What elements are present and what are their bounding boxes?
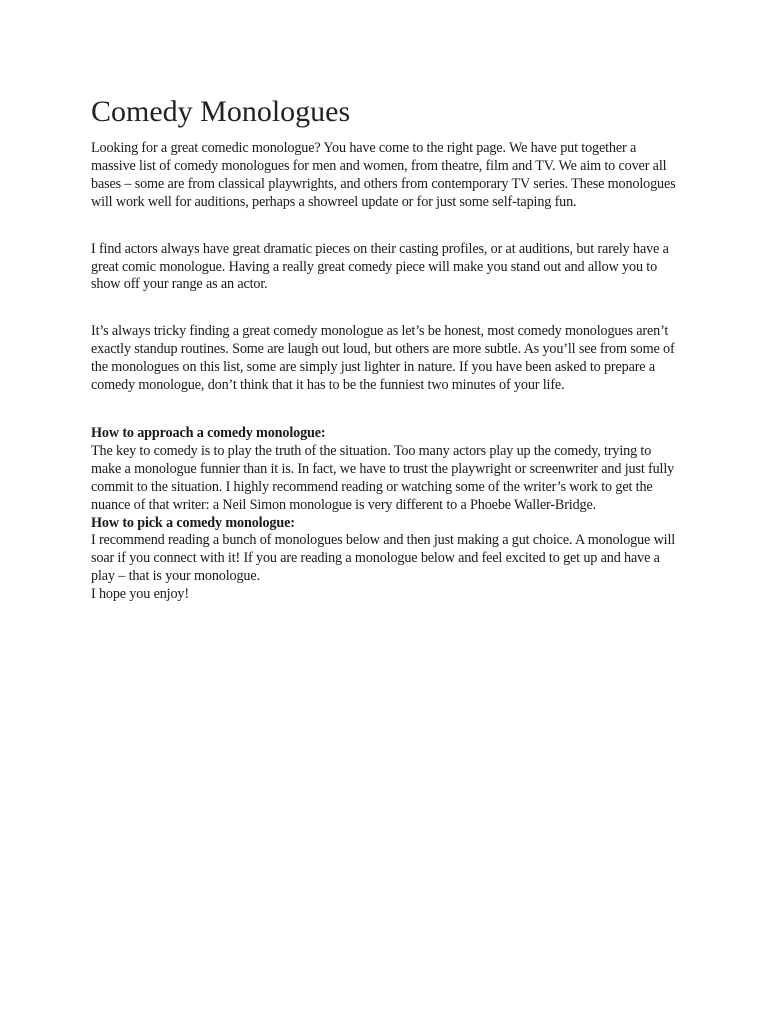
tricky-paragraph: It’s always tricky finding a great comedy monologue as let’s be honest, most comedy monologues aren’t exactly standup routines. Some are laugh out loud, but others are more subtle. As you’ll see from some of the monologues on this list, some are simply just lighter in nature. If you have been asked to prepare a comedy monologue, don’t think that it has to be the funniest two minutes of your life. — [91, 323, 675, 394]
pick-body: I recommend reading a bunch of monologues below and then just making a gut choice. A monologue will soar if you connect with it! If you are reading a monologue below and feel excited to get up and have a play – that is your monologue. — [91, 532, 676, 585]
page-title: Comedy Monologues — [91, 95, 351, 128]
document-page — [91, 94, 683, 604]
approach-body: The key to comedy is to play the truth of the situation. Too many actors play up the comedy, trying to make a monologue funnier than it is. In fact, we have to trust the playwright or screenwriter and just fully commit to the situation. I highly recommend reading or watching some of the writer’s work to get the nuance of that writer: a Neil Simon monologue is very different to a Phoebe Waller-Bridge. — [91, 442, 675, 513]
pick-heading: How to pick a comedy monologue: — [91, 514, 295, 531]
approach-heading: How to approach a comedy monologue: — [91, 424, 326, 441]
actors-paragraph: I find actors always have great dramatic pieces on their casting profiles, or at auditions, but rarely have a great comic monologue. Having a really great comedy piece will make you stand out and allow you to show off your range as an actor. — [91, 240, 669, 293]
intro-paragraph: Looking for a great comedic monologue? You have come to the right page. We have put together a massive list of comedy monologues for men and women, from theatre, film and TV. We aim to cover all bases – some are from classical playwrights, and others from contemporary TV series. These monologues will work well for auditions, perhaps a showreel update or for just some self-taping fun. — [91, 140, 676, 210]
closing-line: I hope you enjoy! — [91, 586, 189, 603]
